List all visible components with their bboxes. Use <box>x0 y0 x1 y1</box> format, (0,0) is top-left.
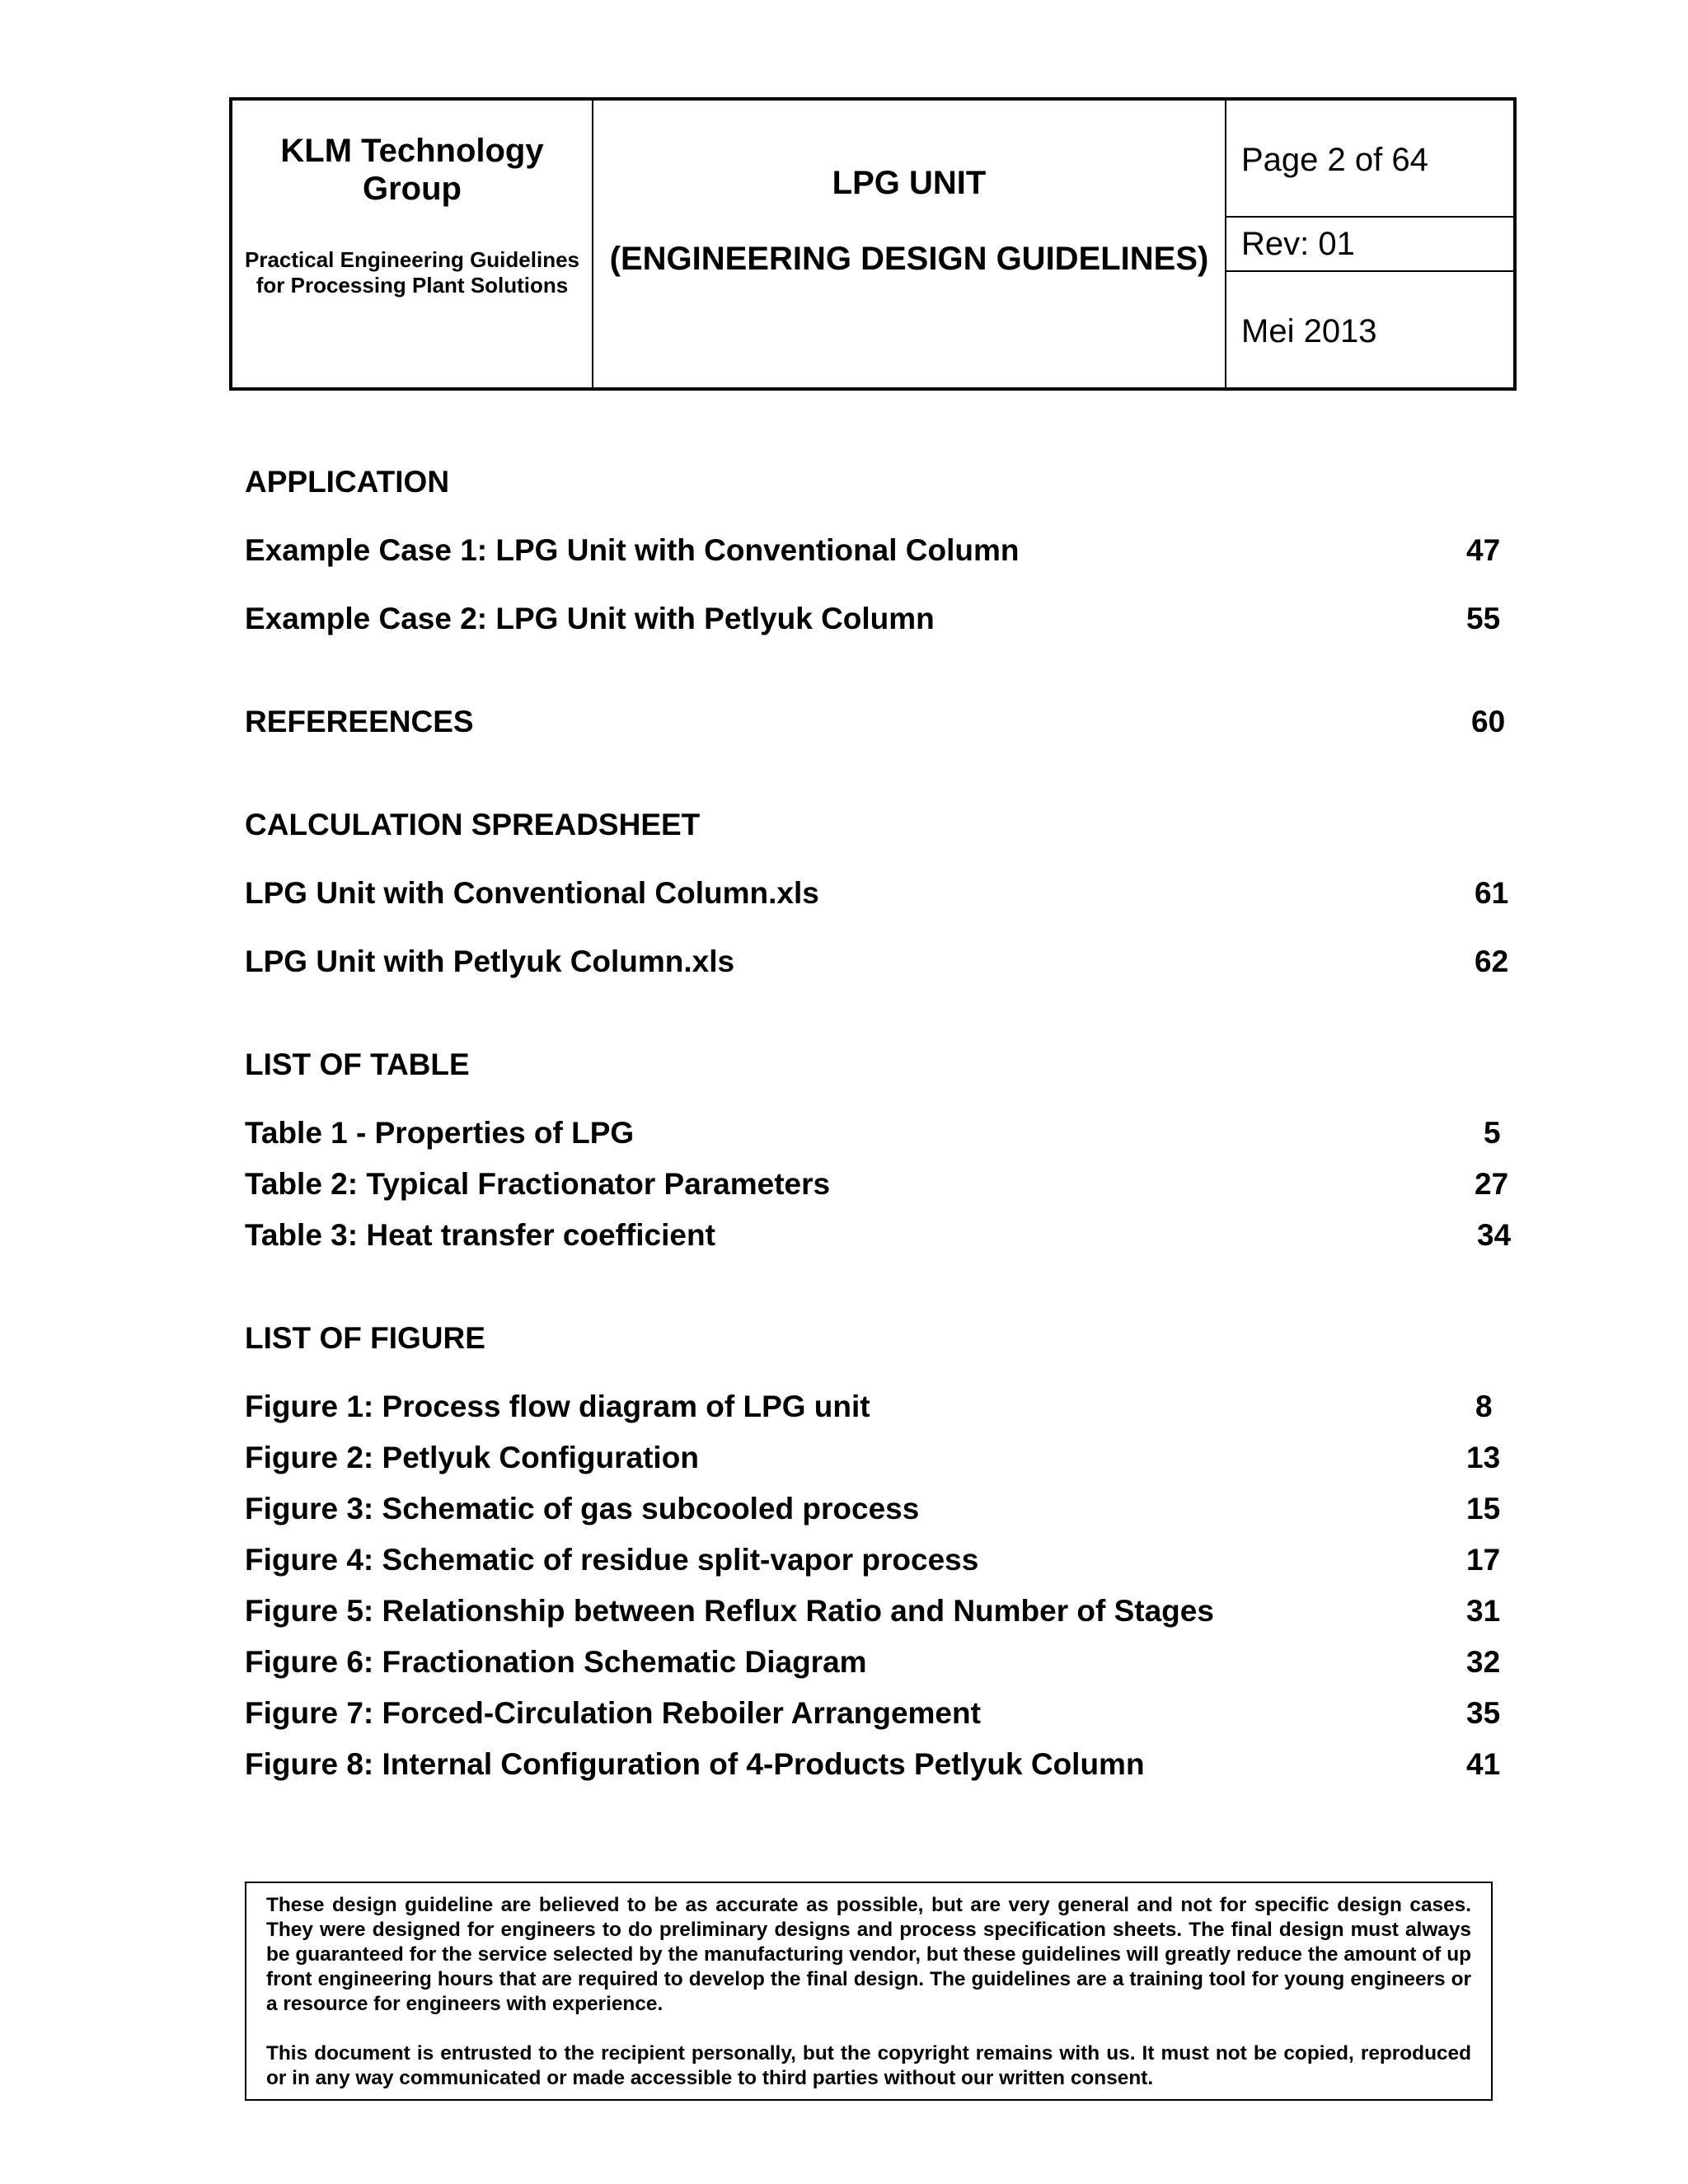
document-subtitle: (ENGINEERING DESIGN GUIDELINES) <box>609 241 1209 277</box>
toc-entry-page: 34 <box>1477 1218 1512 1252</box>
section-heading-tables <box>245 1044 1514 1085</box>
toc-entry-references <box>245 701 1514 743</box>
meta-cell <box>1226 101 1513 387</box>
document-title: LPG UNIT <box>832 165 987 201</box>
section-heading: REFEREENCES <box>245 705 474 738</box>
toc-entry-label: Example Case 1: LPG Unit with Conventional Column <box>245 533 1020 567</box>
disclaimer-paragraph: These design guideline are believed to be as accurate as possible, but are very general and not for specific design cases. They were designed for engineers to do preliminary designs and process specification sheets. The final design must always be guaranteed for the service selected by the manufacturing vendor, but these guidelines will greatly reduce the amount of up front engineering hours that are required to develop the final design. The guidelines are a training tool for young engineers or a resource for engineers with experience. <box>266 1894 1471 2015</box>
section-heading: LIST OF TABLE <box>245 1047 470 1081</box>
toc-entry <box>245 1215 1514 1256</box>
company-cell <box>232 101 593 387</box>
toc-entry-label: Figure 6: Fractionation Schematic Diagram <box>245 1645 867 1679</box>
toc-entry-page: 13 <box>1466 1441 1501 1474</box>
toc-entry-label: Example Case 2: LPG Unit with Petlyuk Column <box>245 602 935 635</box>
toc-entry-label: Figure 3: Schematic of gas subcooled process <box>245 1492 920 1526</box>
toc-entry-label: LPG Unit with Conventional Column.xls <box>245 876 819 910</box>
toc-entry-label: Figure 4: Schematic of residue split-vapor process <box>245 1543 979 1577</box>
section-heading: LIST OF FIGURE <box>245 1321 485 1355</box>
revision: Rev: 01 <box>1241 226 1355 262</box>
toc-entry-page: 61 <box>1475 876 1509 910</box>
toc-entry-page: 31 <box>1466 1594 1501 1628</box>
toc-entry-label: Figure 8: Internal Configuration of 4-Products Petlyuk Column <box>245 1747 1145 1781</box>
toc-entry-page: 55 <box>1466 602 1501 635</box>
toc-entry-page: 60 <box>1471 705 1506 738</box>
section-heading: APPLICATION <box>245 465 450 499</box>
date-cell <box>1226 272 1513 387</box>
page-number-cell <box>1226 101 1513 218</box>
toc-entry-label: Figure 1: Process flow diagram of LPG unit <box>245 1390 870 1423</box>
toc-entry-label: LPG Unit with Petlyuk Column.xls <box>245 944 735 978</box>
toc-entry <box>245 1113 1514 1154</box>
toc-entry <box>245 598 1514 640</box>
toc-entry-page: 17 <box>1466 1543 1501 1577</box>
toc-entry-page: 5 <box>1484 1116 1501 1150</box>
toc-entry-label: Figure 2: Petlyuk Configuration <box>245 1441 699 1474</box>
toc-entry <box>245 941 1514 982</box>
document-date: Mei 2013 <box>1241 313 1377 349</box>
toc-entry-page: 47 <box>1466 533 1501 567</box>
toc-entry-page: 27 <box>1475 1167 1509 1201</box>
toc-entry-label: Figure 7: Forced-Circulation Reboiler Arrangement <box>245 1696 981 1730</box>
toc-entry <box>245 1164 1514 1205</box>
copyright-paragraph: This document is entrusted to the recipient personally, but the copyright remains with us. It must not be copied, reproduced or in any way communicated or made accessible to third parties without our written consent. <box>266 2042 1471 2089</box>
toc-entry <box>245 1437 1514 1479</box>
toc-entry-label: Table 2: Typical Fractionator Parameters <box>245 1167 831 1201</box>
page-number: Page 2 of 64 <box>1241 142 1428 178</box>
section-heading-application <box>245 462 1514 503</box>
toc-entry-label: Table 1 - Properties of LPG <box>245 1116 635 1150</box>
company-tagline: Practical Engineering Guidelines for Processing Plant Solutions <box>244 247 579 298</box>
toc-entry-page: 35 <box>1466 1696 1501 1730</box>
toc-entry-page: 41 <box>1466 1747 1501 1781</box>
toc-entry-label: Figure 5: Relationship between Reflux Ratio and Number of Stages <box>245 1594 1214 1628</box>
toc-entry-page: 32 <box>1466 1645 1501 1679</box>
toc-entry <box>245 1488 1514 1530</box>
section-heading: CALCULATION SPREADSHEET <box>245 808 701 841</box>
toc-entry-page: 8 <box>1475 1390 1493 1423</box>
toc-entry-page: 15 <box>1466 1492 1501 1526</box>
toc-entry <box>245 1693 1514 1734</box>
toc-entry <box>245 873 1514 914</box>
toc-entry <box>245 1386 1514 1427</box>
disclaimer-box <box>245 1882 1493 2101</box>
revision-cell <box>1226 218 1513 272</box>
toc-entry <box>245 1642 1514 1683</box>
company-name: KLM Technology Group <box>280 133 544 207</box>
document-header <box>229 97 1517 391</box>
toc-entry-label: Table 3: Heat transfer coefficient <box>245 1218 715 1252</box>
toc-entry <box>245 1744 1514 1785</box>
title-cell <box>593 101 1226 387</box>
toc-entry-page: 62 <box>1475 944 1509 978</box>
toc-entry <box>245 1540 1514 1581</box>
section-heading-figures <box>245 1318 1514 1359</box>
toc-entry <box>245 530 1514 571</box>
section-heading-calculation <box>245 804 1514 846</box>
toc-entry <box>245 1591 1514 1632</box>
